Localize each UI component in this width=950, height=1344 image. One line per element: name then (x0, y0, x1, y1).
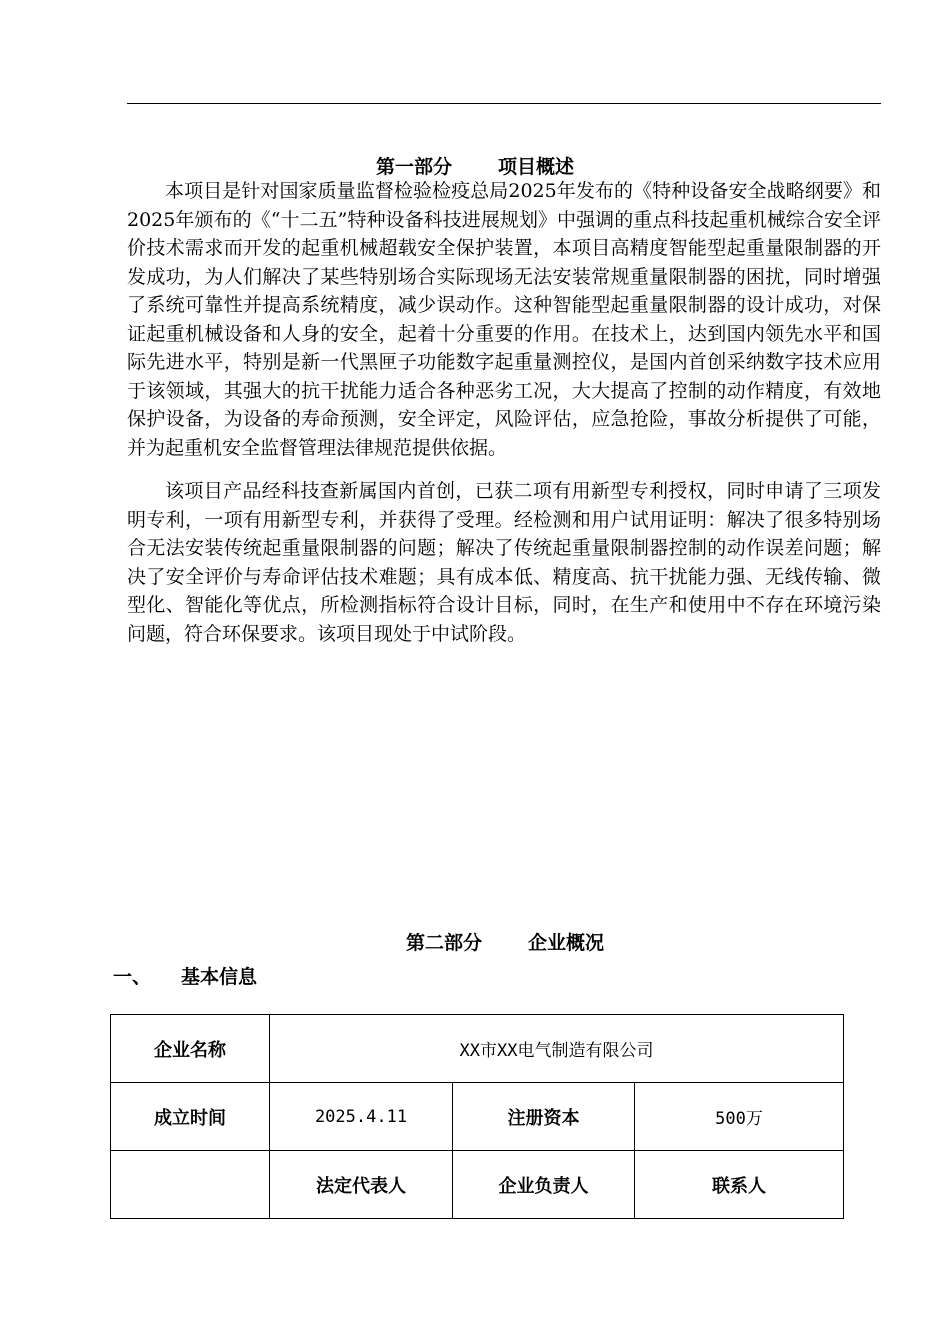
basic-info-number: 一、 (113, 966, 152, 988)
company-name-label: 企业名称 (111, 1015, 270, 1083)
table-row (111, 1015, 844, 1083)
part1-paragraph-2: 该项目产品经科技查新属国内首创，已获二项有用新型专利授权，同时申请了三项发明专利，一项有用新型专利，并获得了受理。经检测和用户试用证明：解决了很多特别场合无法安装传统起重量限制器的问题；解决了传统起重量限制器控制的动作误差问题；解决了安全评价与寿命评估技术难题；具有成本低、精度高、抗干扰能力强、无线传输、微型化、智能化等优点，所检测指标符合设计目标，同时，在生产和使用中不存在环境污染问题，符合环保要求。该项目现处于中试阶段。 (127, 480, 881, 645)
company-info-table (110, 1014, 844, 1219)
empty-cell (111, 1151, 270, 1219)
part2-title-number: 第二部分 (405, 932, 482, 954)
founded-label: 成立时间 (111, 1083, 270, 1151)
basic-info-heading (113, 962, 257, 989)
capital-label: 注册资本 (453, 1083, 635, 1151)
header-rule (127, 103, 881, 104)
part2-title-text: 企业概况 (528, 932, 605, 954)
table-row (111, 1151, 844, 1219)
part1-title-number: 第一部分 (375, 156, 452, 178)
basic-info-text: 基本信息 (181, 966, 258, 988)
part1-title (0, 152, 950, 179)
contact-label: 联系人 (635, 1151, 844, 1219)
company-name-value: XX市XX电气制造有限公司 (270, 1015, 844, 1083)
manager-label: 企业负责人 (453, 1151, 635, 1219)
table-row (111, 1083, 844, 1151)
founded-value: 2025.4.11 (270, 1083, 453, 1151)
part1-paragraph-1: 本项目是针对国家质量监督检验检疫总局2025年发布的《特种设备安全战略纲要》和2025年颁布的《“十二五”特种设备科技进展规划》中强调的重点科技起重机械综合安全评价技术需求而开发的起重机械超载安全保护装置，本项目高精度智能型起重量限制器的开发成功，为人们解决了某些特别场合实际现场无法安装常规重量限制器的困扰，同时增强了系统可靠性并提高系统精度，减少误动作。这种智能型起重量限制器的设计成功，对保证起重机械设备和人身的安全，起着十分重要的作用。在技术上，达到国内领先水平和国际先进水平，特别是新一代黑匣子功能数字起重量测控仪，是国内首创采纳数字技术应用于该领域，其强大的抗干扰能力适合各种恶劣工况，大大提高了控制的动作精度，有效地保护设备，为设备的寿命预测，安全评定，风险评估，应急抢险，事故分析提供了可能，并为起重机安全监督管理法律规范提供依据。 (127, 180, 881, 459)
part1-title-text: 项目概述 (498, 156, 575, 178)
part2-title (30, 928, 950, 955)
legal-rep-label: 法定代表人 (270, 1151, 453, 1219)
capital-value: 500万 (635, 1083, 844, 1151)
